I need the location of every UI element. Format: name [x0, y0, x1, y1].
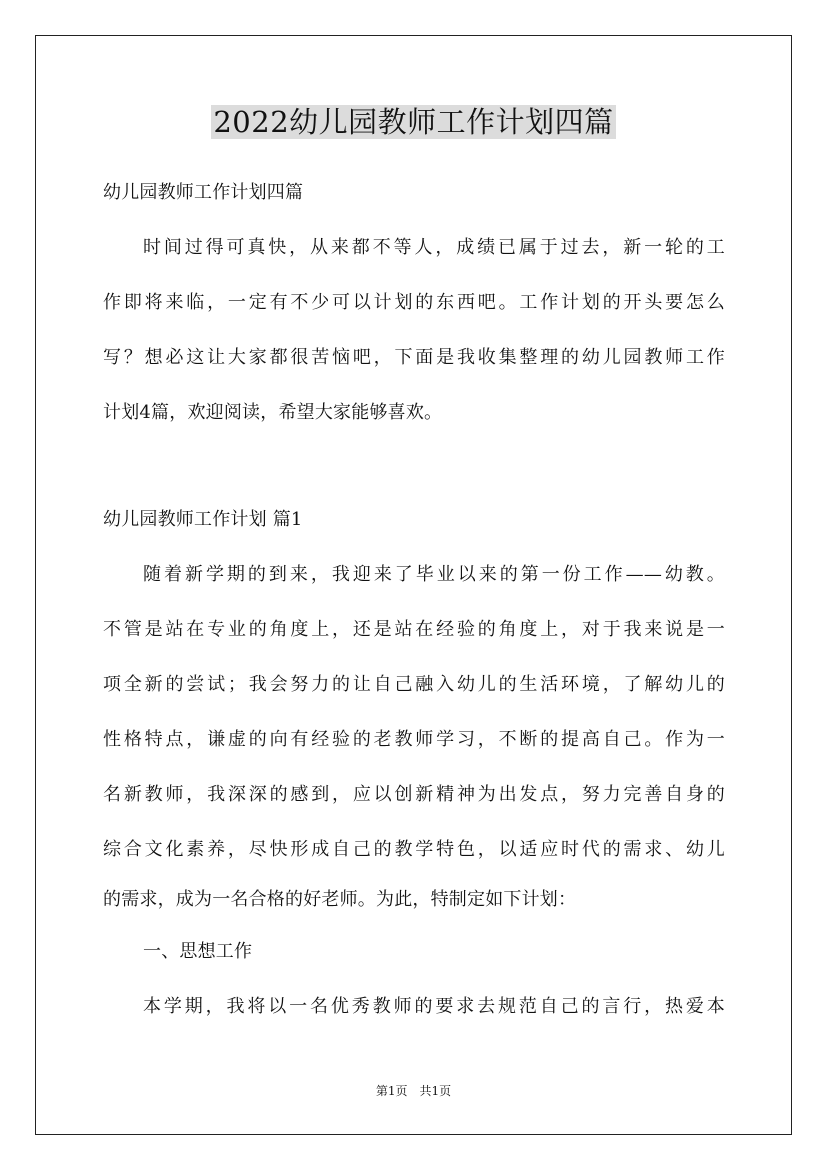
section-heading: 幼儿园教师工作计划 篇1	[103, 509, 303, 530]
paragraph-line: 时间过得可真快，从来都不等人，成绩已属于过去，新一轮的工	[143, 237, 725, 258]
document-title-text: 2022幼儿园教师工作计划四篇	[213, 105, 614, 139]
paragraph-line: 项全新的尝试；我会努力的让自己融入幼儿的生活环境，了解幼儿的	[103, 674, 725, 695]
paragraph-line: 名新教师，我深深的感到，应以创新精神为出发点，努力完善自身的	[103, 784, 725, 805]
paragraph-line: 作即将来临，一定有不少可以计划的东西吧。工作计划的开头要怎么	[103, 292, 725, 313]
subtitle-line: 幼儿园教师工作计划四篇	[103, 182, 304, 203]
page-footer: 第1页 共1页	[375, 1084, 452, 1098]
paragraph-line: 本学期，我将以一名优秀教师的要求去规范自己的言行，热爱本	[143, 996, 725, 1017]
paragraph-line: 性格特点，谦虚的向有经验的老教师学习，不断的提高自己。作为一	[103, 729, 725, 750]
paragraph-line: 不管是站在专业的角度上，还是站在经验的角度上，对于我来说是一	[103, 619, 725, 640]
paragraph-line: 写？想必这让大家都很苦恼吧，下面是我收集整理的幼儿园教师工作	[103, 347, 725, 368]
paragraph-line: 随着新学期的到来，我迎来了毕业以来的第一份工作——幼教。	[143, 564, 725, 585]
paragraph-line: 的需求，成为一名合格的好老师。为此，特制定如下计划：	[103, 889, 577, 910]
subsection-heading: 一、思想工作	[143, 941, 253, 962]
document-title	[0, 100, 827, 144]
paragraph-line: 计划4篇，欢迎阅读，希望大家能够喜欢。	[103, 402, 443, 423]
paragraph-line: 综合文化素养，尽快形成自己的教学特色，以适应时代的需求、幼儿	[103, 839, 725, 860]
